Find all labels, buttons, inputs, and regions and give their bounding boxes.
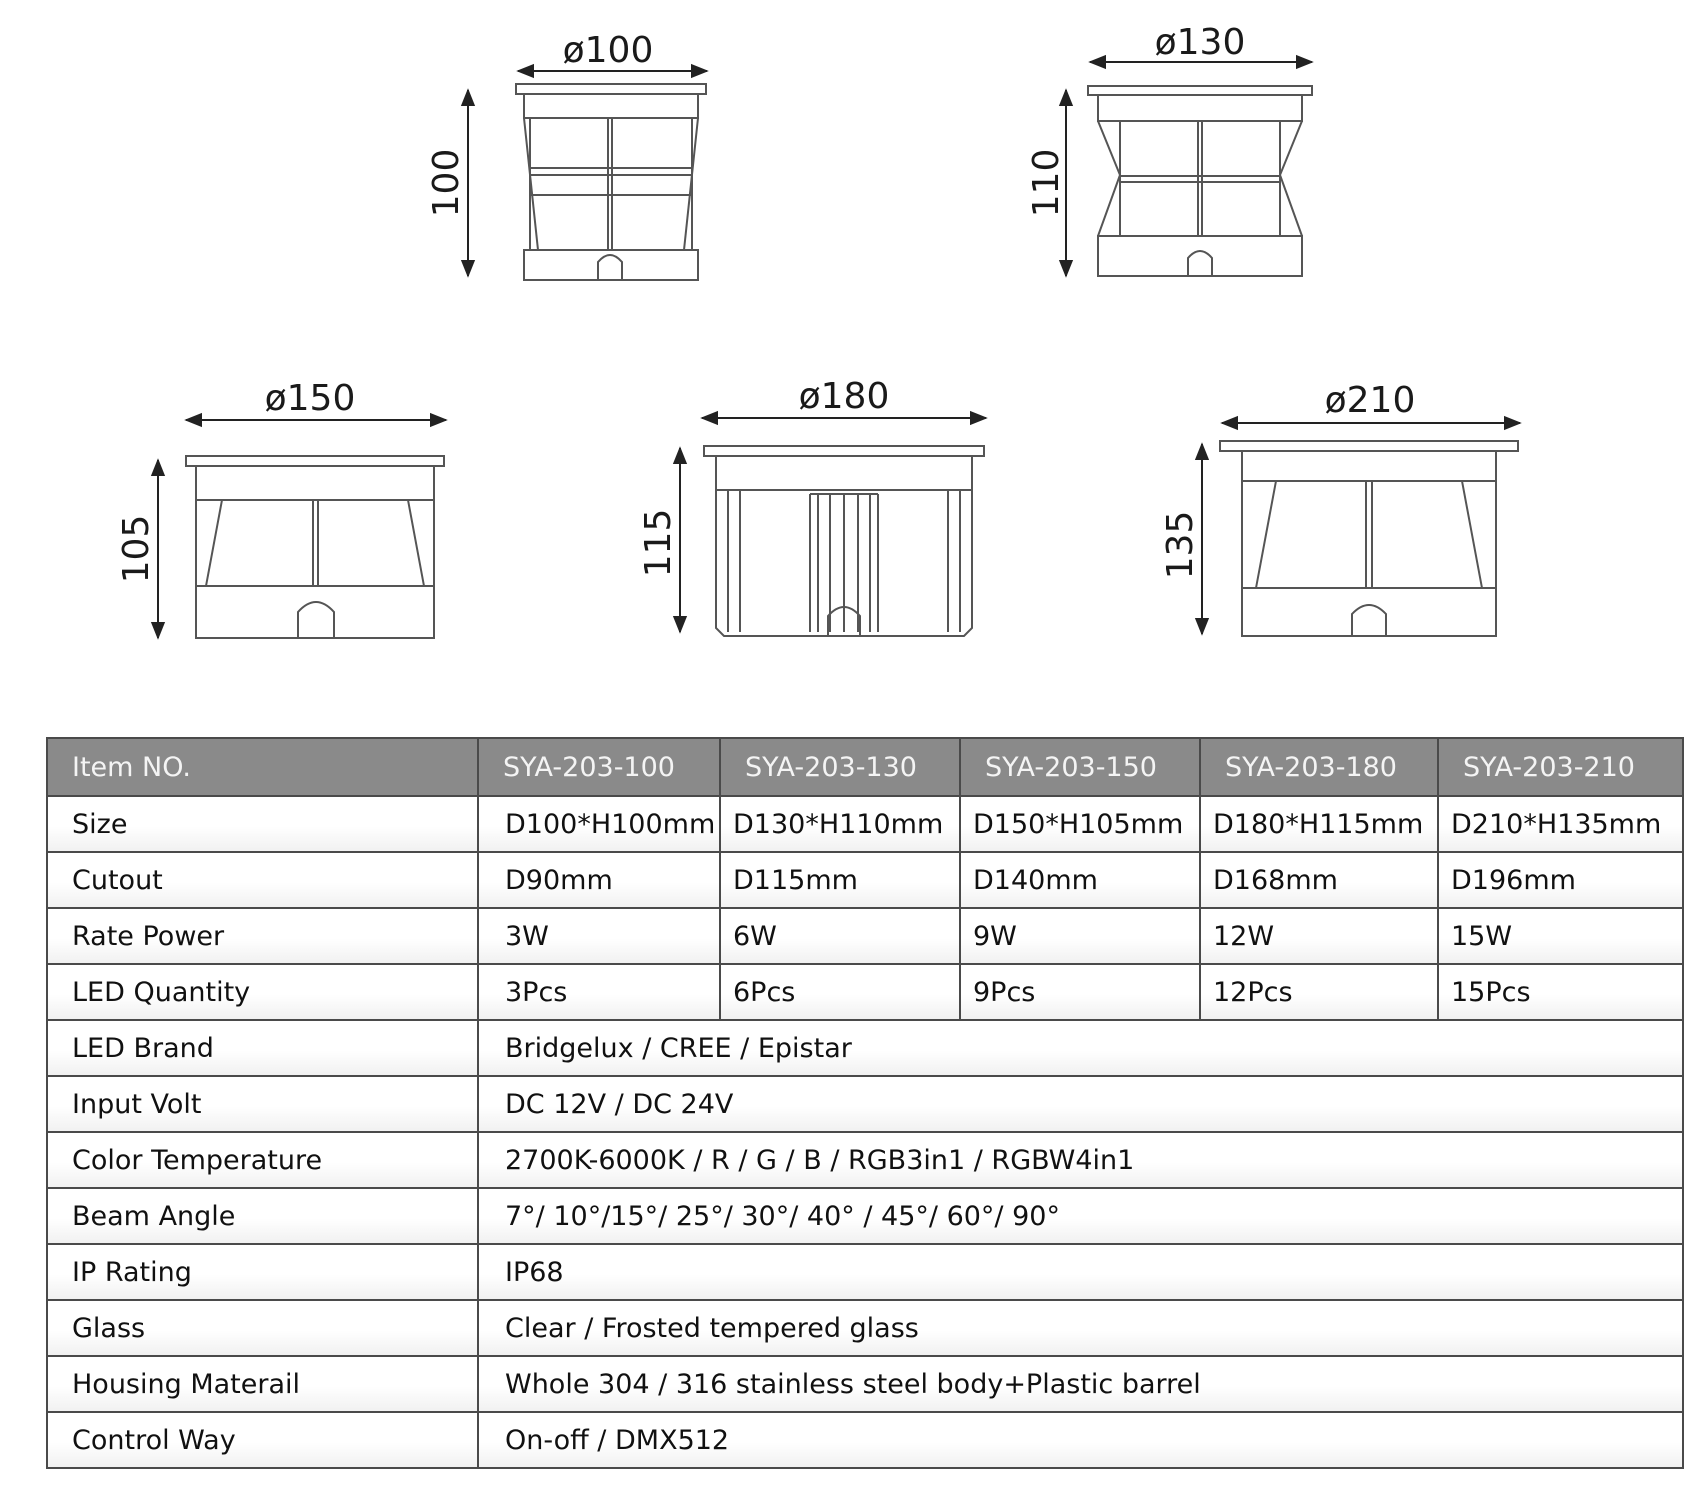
row-label: Color Temperature bbox=[47, 1132, 478, 1188]
drawing-130 bbox=[1026, 22, 1312, 276]
cell-value: D140mm bbox=[960, 852, 1200, 908]
diameter-label: ø210 bbox=[1324, 380, 1416, 421]
cell-value: 15Pcs bbox=[1438, 964, 1683, 1020]
row-label: LED Brand bbox=[47, 1020, 478, 1076]
cell-value: 12W bbox=[1200, 908, 1438, 964]
diameter-label: ø150 bbox=[264, 378, 356, 419]
cell-value: D90mm bbox=[478, 852, 720, 908]
cell-value: D115mm bbox=[720, 852, 960, 908]
cell-value: 6W bbox=[720, 908, 960, 964]
cell-value: 9W bbox=[960, 908, 1200, 964]
cell-value: IP68 bbox=[478, 1244, 1683, 1300]
row-label: IP Rating bbox=[47, 1244, 478, 1300]
height-label: 110 bbox=[1026, 148, 1067, 218]
height-label: 100 bbox=[426, 148, 467, 218]
cell-value: D210*H135mm bbox=[1438, 796, 1683, 852]
header-label: Item NO. bbox=[47, 738, 478, 796]
cell-value: On-off / DMX512 bbox=[478, 1412, 1683, 1468]
row-label: Housing Materail bbox=[47, 1356, 478, 1412]
table-row bbox=[47, 1356, 1683, 1412]
row-label: Beam Angle bbox=[47, 1188, 478, 1244]
drawing-150 bbox=[116, 378, 446, 638]
height-label: 135 bbox=[1160, 510, 1201, 580]
table-row bbox=[47, 796, 1683, 852]
row-label: Cutout bbox=[47, 852, 478, 908]
height-label: 105 bbox=[116, 514, 157, 584]
header-model: SYA-203-130 bbox=[720, 738, 960, 796]
table-row bbox=[47, 852, 1683, 908]
cell-value: Bridgelux / CREE / Epistar bbox=[478, 1020, 1683, 1076]
cell-value: D196mm bbox=[1438, 852, 1683, 908]
table-row bbox=[47, 908, 1683, 964]
table-row bbox=[47, 1020, 1683, 1076]
drawing-210 bbox=[1160, 380, 1520, 636]
cell-value: DC 12V / DC 24V bbox=[478, 1076, 1683, 1132]
header-model: SYA-203-150 bbox=[960, 738, 1200, 796]
cell-value: D150*H105mm bbox=[960, 796, 1200, 852]
cell-value: D180*H115mm bbox=[1200, 796, 1438, 852]
row-label: Size bbox=[47, 796, 478, 852]
cell-value: Whole 304 / 316 stainless steel body+Plastic barrel bbox=[478, 1356, 1683, 1412]
header-model: SYA-203-210 bbox=[1438, 738, 1683, 796]
drawing-100 bbox=[426, 30, 707, 280]
technical-drawings bbox=[0, 0, 1704, 700]
cell-value: 6Pcs bbox=[720, 964, 960, 1020]
height-label: 115 bbox=[638, 508, 679, 578]
table-row bbox=[47, 1244, 1683, 1300]
diameter-label: ø180 bbox=[798, 376, 890, 417]
table-header-row bbox=[47, 738, 1683, 796]
cell-value: 3Pcs bbox=[478, 964, 720, 1020]
drawing-180 bbox=[638, 376, 986, 636]
row-label: Control Way bbox=[47, 1412, 478, 1468]
table-row bbox=[47, 1412, 1683, 1468]
cell-value: 12Pcs bbox=[1200, 964, 1438, 1020]
header-model: SYA-203-180 bbox=[1200, 738, 1438, 796]
diameter-label: ø130 bbox=[1154, 22, 1246, 63]
diameter-label: ø100 bbox=[562, 30, 654, 71]
table-row bbox=[47, 1188, 1683, 1244]
row-label: Glass bbox=[47, 1300, 478, 1356]
cell-value: Clear / Frosted tempered glass bbox=[478, 1300, 1683, 1356]
row-label: LED Quantity bbox=[47, 964, 478, 1020]
cell-value: 2700K-6000K / R / G / B / RGB3in1 / RGBW4in1 bbox=[478, 1132, 1683, 1188]
header-model: SYA-203-100 bbox=[478, 738, 720, 796]
spec-table bbox=[46, 737, 1684, 1469]
cell-value: D130*H110mm bbox=[720, 796, 960, 852]
table-row bbox=[47, 1076, 1683, 1132]
row-label: Input Volt bbox=[47, 1076, 478, 1132]
row-label: Rate Power bbox=[47, 908, 478, 964]
cell-value: 9Pcs bbox=[960, 964, 1200, 1020]
cell-value: D168mm bbox=[1200, 852, 1438, 908]
table-row bbox=[47, 1300, 1683, 1356]
cell-value: D100*H100mm bbox=[478, 796, 720, 852]
table-row bbox=[47, 964, 1683, 1020]
table-row bbox=[47, 1132, 1683, 1188]
cell-value: 7°/ 10°/15°/ 25°/ 30°/ 40° / 45°/ 60°/ 90° bbox=[478, 1188, 1683, 1244]
cell-value: 15W bbox=[1438, 908, 1683, 964]
cell-value: 3W bbox=[478, 908, 720, 964]
